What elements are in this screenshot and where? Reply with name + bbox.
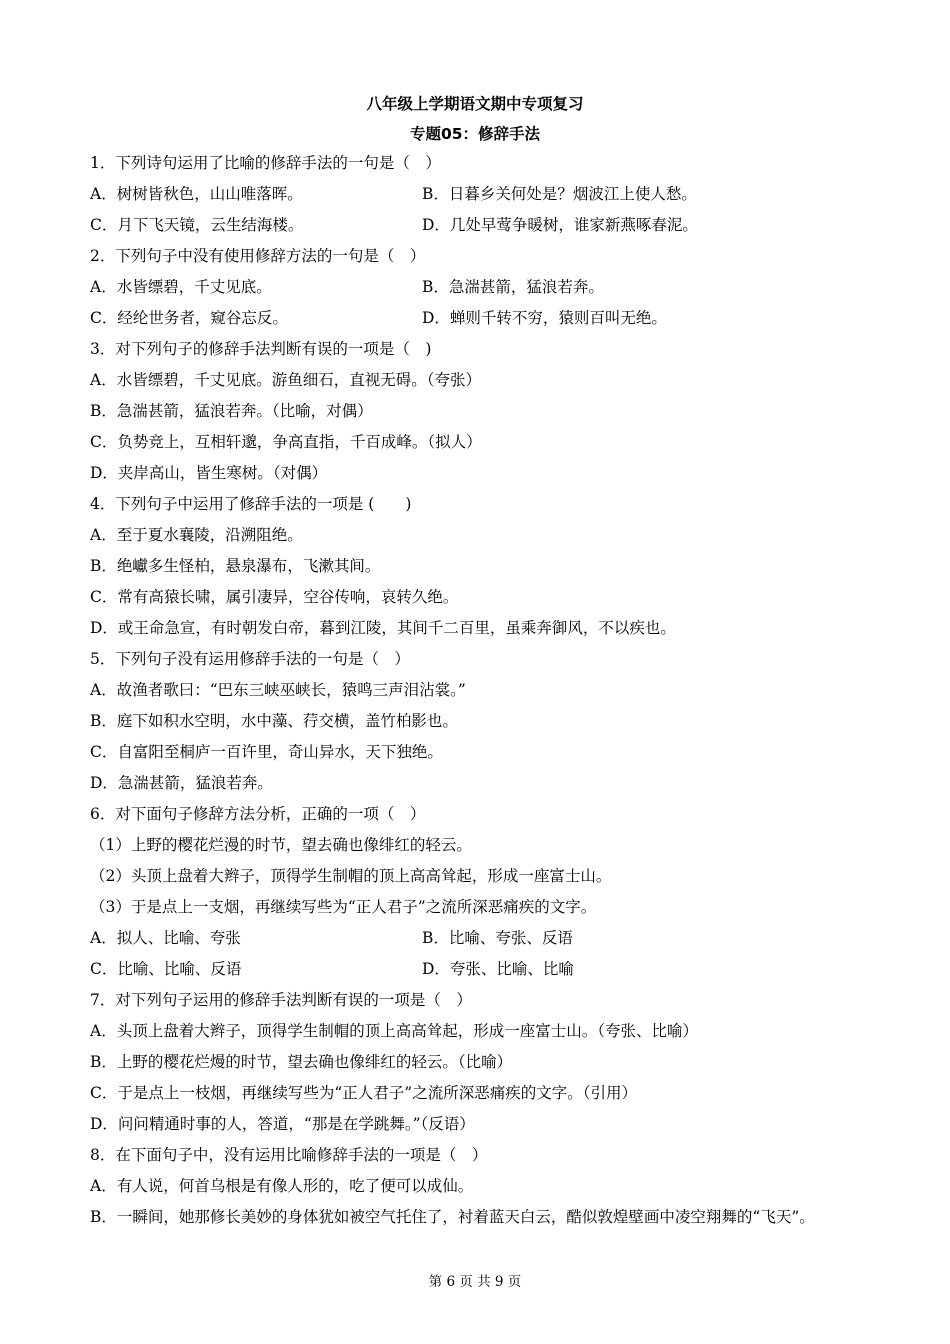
question-stem-8: 8．在下面句子中，没有运用比喻修辞手法的一项是（ ） (90, 1146, 488, 1164)
option-d: D．或王命急宣，有时朝发白帝，暮到江陵，其间千二百里，虽乘奔御风，不以疾也。 (90, 619, 676, 637)
option-d: D．蝉则千转不穷，猿则百叫无绝。 (422, 309, 667, 327)
option-c: C．经纶世务者，窥谷忘反。 (90, 309, 288, 327)
option-b: B．急湍甚箭，猛浪若奔。 (422, 278, 604, 296)
option-c: C．常有高猿长啸，属引凄异，空谷传响，哀转久绝。 (90, 588, 459, 606)
option-b: B．急湍甚箭，猛浪若奔。（比喻，对偶） (90, 402, 373, 420)
option-row (90, 210, 860, 241)
sentence-item-2: （2）头顶上盘着大辫子，顶得学生制帽的顶上高高耸起，形成一座富士山。 (90, 867, 612, 885)
question-stem-6: 6．对下面句子修辞方法分析，正确的一项（ ） (90, 805, 426, 823)
option-b: B．绝巘多生怪柏，悬泉瀑布，飞漱其间。 (90, 557, 381, 575)
option-a: A．故渔者歌曰：“巴东三峡巫峡长，猿鸣三声泪沾裳。” (90, 681, 466, 699)
option-b: B．日暮乡关何处是？烟波江上使人愁。 (422, 185, 697, 203)
option-c: C．负势竞上，互相轩邈，争高直指，千百成峰。（拟人） (90, 433, 482, 451)
question-list (90, 148, 860, 1233)
question-stem-1: 1．下列诗句运用了比喻的修辞手法的一句是（ ） (90, 154, 441, 172)
option-d: D．几处早莺争暖树，谁家新燕啄春泥。 (422, 216, 698, 234)
option-a: A．头顶上盘着大辫子，顶得学生制帽的顶上高高耸起，形成一座富士山。（夸张、比喻） (90, 1022, 698, 1040)
option-b: B．上野的樱花烂熳的时节，望去确也像绯红的轻云。（比喻） (90, 1053, 513, 1071)
document-subtitle: 专题05：修辞手法 (409, 125, 541, 143)
option-a: A．水皆缥碧，千丈见底。游鱼细石，直视无碍。（夸张） (90, 371, 481, 389)
option-a: A．水皆缥碧，千丈见底。 (90, 278, 272, 296)
question-stem-2: 2．下列句子中没有使用修辞方法的一句是（ ） (90, 247, 426, 265)
option-d: D．问问精通时事的人，答道，“那是在学跳舞。”（反语） (90, 1115, 475, 1133)
option-a: A．至于夏水襄陵，沿溯阻绝。 (90, 526, 303, 544)
option-a: A．树树皆秋色，山山唯落晖。 (90, 185, 303, 203)
sentence-item-1: （1）上野的樱花烂漫的时节，望去确也像绯红的轻云。 (90, 836, 472, 854)
option-b: B．庭下如积水空明，水中藻、荇交横，盖竹柏影也。 (90, 712, 458, 730)
option-row (90, 179, 860, 210)
question-stem-3: 3．对下列句子的修辞手法判断有误的一项是（ ) (90, 340, 432, 358)
option-a: A．有人说，何首乌根是有像人形的，吃了便可以成仙。 (90, 1177, 474, 1195)
option-row (90, 272, 860, 303)
option-c: C．于是点上一枝烟，再继续写些为“正人君子”之流所深恶痛疾的文字。（引用） (90, 1084, 637, 1102)
option-d: D．夸张、比喻、比喻 (422, 960, 574, 978)
option-c: C．自富阳至桐庐一百许里，奇山异水，天下独绝。 (90, 743, 443, 761)
question-stem-4: 4．下列句子中运用了修辞手法的一项是 ( ) (90, 495, 412, 513)
sentence-item-3: （3）于是点上一支烟，再继续写些为“正人君子”之流所深恶痛疾的文字。 (90, 898, 597, 916)
option-a: A．拟人、比喻、夸张 (90, 929, 241, 947)
option-row (90, 954, 860, 985)
option-d: D．急湍甚箭，猛浪若奔。 (90, 774, 273, 792)
option-b: B．比喻、夸张、反语 (422, 929, 573, 947)
option-row (90, 303, 860, 334)
option-c: C．月下飞天镜，云生结海楼。 (90, 216, 304, 234)
question-stem-7: 7．对下列句子运用的修辞手法判断有误的一项是（ ） (90, 991, 472, 1009)
question-stem-5: 5．下列句子没有运用修辞手法的一句是（ ） (90, 650, 410, 668)
option-c: C．比喻、比喻、反语 (90, 960, 242, 978)
option-row (90, 923, 860, 954)
document-title: 八年级上学期语文期中专项复习 (366, 95, 584, 113)
page-footer: 第 6 页 共 9 页 (428, 1274, 522, 1290)
option-d: D．夹岸高山，皆生寒树。（对偶） (90, 464, 328, 482)
option-b: B．一瞬间，她那修长美妙的身体犹如被空气托住了，衬着蓝天白云，酷似敦煌壁画中凌空翔舞的“飞天”。 (90, 1208, 815, 1226)
